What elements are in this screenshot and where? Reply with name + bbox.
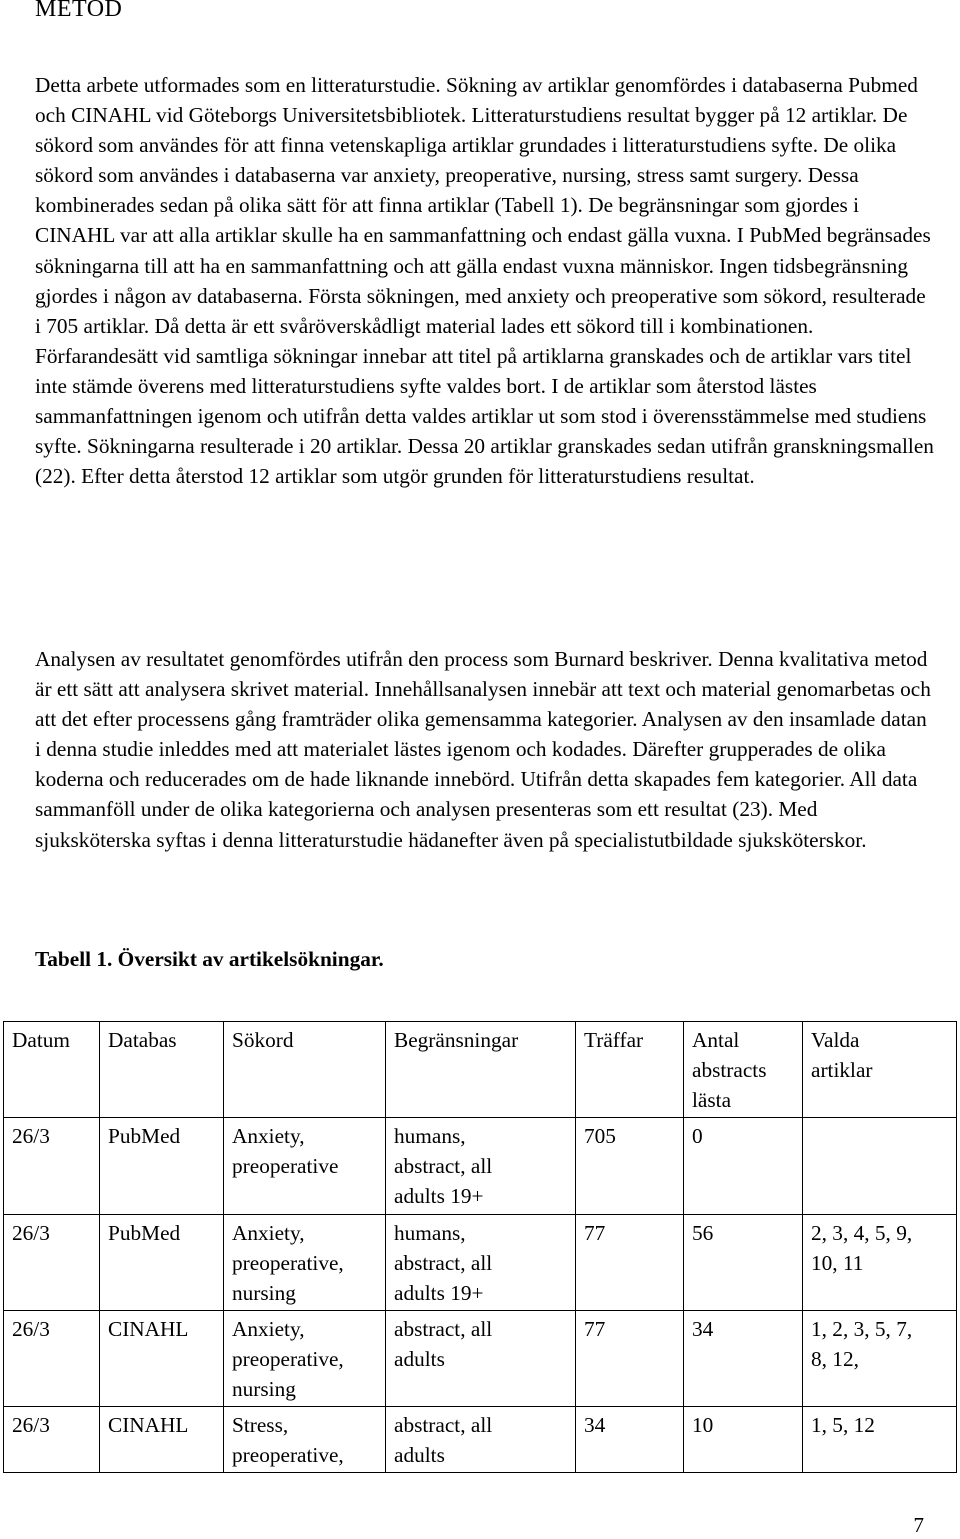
table-cell: 34 <box>684 1310 803 1406</box>
table-cell: 705 <box>576 1118 684 1214</box>
table-cell: 26/3 <box>4 1214 100 1310</box>
page-number: 7 <box>913 1513 924 1537</box>
table-cell: Anxiety, preoperative <box>224 1118 386 1214</box>
table-cell: CINAHL <box>100 1310 224 1406</box>
table-cell: 26/3 <box>4 1118 100 1214</box>
table-header-row <box>4 1022 957 1118</box>
header-cell: Begränsningar <box>386 1022 576 1118</box>
table-cell: humans, abstract, all adults 19+ <box>386 1118 576 1214</box>
table-caption: Tabell 1. Översikt av artikelsökningar. <box>35 947 384 971</box>
table-cell: 0 <box>684 1118 803 1214</box>
header-cell: Valda artiklar <box>803 1022 957 1118</box>
table-cell: 2, 3, 4, 5, 9, 10, 11 <box>803 1214 957 1310</box>
table-cell: CINAHL <box>100 1407 224 1473</box>
header-cell: Antal abstracts lästa <box>684 1022 803 1118</box>
header-cell: Träffar <box>576 1022 684 1118</box>
table-cell: 77 <box>576 1214 684 1310</box>
table-row <box>4 1214 957 1310</box>
table-cell: 1, 2, 3, 5, 7, 8, 12, <box>803 1310 957 1406</box>
table-cell: PubMed <box>100 1214 224 1310</box>
table-cell: 26/3 <box>4 1407 100 1473</box>
paragraph-method: Detta arbete utformades som en litteraturstudie. Sökning av artiklar genomfördes i databaserna Pubmed och CINAHL vid Göteborgs Universitetsbibliotek. Litteraturstudiens resultat bygger på 12 artiklar. De sökord som användes för att finna vetenskapliga artiklar grundades i litteraturstudiens syfte. De olika sökord som användes i databaserna var anxiety, preoperative, nursing, stress samt surgery. Dessa kombinerades sedan på olika sätt för att finna artiklar (Tabell 1). De begränsningar som gjordes i CINAHL var att alla artiklar skulle ha en sammanfattning och endast gälla vuxna. I PubMed begränsades sökningarna till att ha en sammanfattning och att gälla endast vuxna människor. Ingen tidsbegränsning gjordes i någon av databaserna. Första sökningen, med anxiety och preoperative som sökord, resulterade i 705 artiklar. Då detta är ett svåröverskådligt material lades ett sökord till i kombinationen. Förfarandesätt vid samtliga sökningar innebar att titel på artiklarna granskades och de artiklar vars titel inte stämde överens med litteraturstudiens syfte valdes bort. I de artiklar som återstod lästes sammanfattningen igenom och utifrån detta valdes artiklar ut som stod i överensstämmelse med studiens syfte. Sökningarna resulterade i 20 artiklar. Dessa 20 artiklar granskades sedan utifrån granskningsmallen (22). Efter detta återstod 12 artiklar som utgör grunden för litteraturstudiens resultat. <box>35 73 934 489</box>
paragraph-analysis: Analysen av resultatet genomfördes utifrån den process som Burnard beskriver. Denna kvalitativa metod är ett sätt att analysera skrivet material. Innehållsanalysen innebär att text och material genomarbetas och att det efter processens gång framträder olika gemensamma kategorier. Analysen av den insamlade datan i denna studie inleddes med att materialet lästes igenom och kodades. Därefter grupperades de olika koderna och reducerades om de hade liknande innebörd. Utifrån detta skapades fem kategorier. All data sammanföll under de olika kategorierna och analysen presenteras som ett resultat (23). Med sjuksköterska syftas i denna litteraturstudie hädanefter även på specialistutbildade sjuksköterskor. <box>35 647 931 852</box>
table-cell: 26/3 <box>4 1310 100 1406</box>
table-cell: Anxiety, preoperative, nursing <box>224 1310 386 1406</box>
table-cell: 10 <box>684 1407 803 1473</box>
table-cell: Anxiety, preoperative, nursing <box>224 1214 386 1310</box>
header-cell: Databas <box>100 1022 224 1118</box>
table-cell: abstract, all adults <box>386 1310 576 1406</box>
table-cell <box>803 1118 957 1214</box>
search-overview-table <box>3 1021 957 1473</box>
table-cell: 56 <box>684 1214 803 1310</box>
table-cell: abstract, all adults <box>386 1407 576 1473</box>
table-row <box>4 1310 957 1406</box>
table-cell: 34 <box>576 1407 684 1473</box>
section-heading: METOD <box>35 0 123 22</box>
table-cell: 77 <box>576 1310 684 1406</box>
table-cell: PubMed <box>100 1118 224 1214</box>
table-row <box>4 1407 957 1473</box>
header-cell: Sökord <box>224 1022 386 1118</box>
table-cell: humans, abstract, all adults 19+ <box>386 1214 576 1310</box>
table-row <box>4 1118 957 1214</box>
table-cell: 1, 5, 12 <box>803 1407 957 1473</box>
header-cell: Datum <box>4 1022 100 1118</box>
table-cell: Stress, preoperative, <box>224 1407 386 1473</box>
